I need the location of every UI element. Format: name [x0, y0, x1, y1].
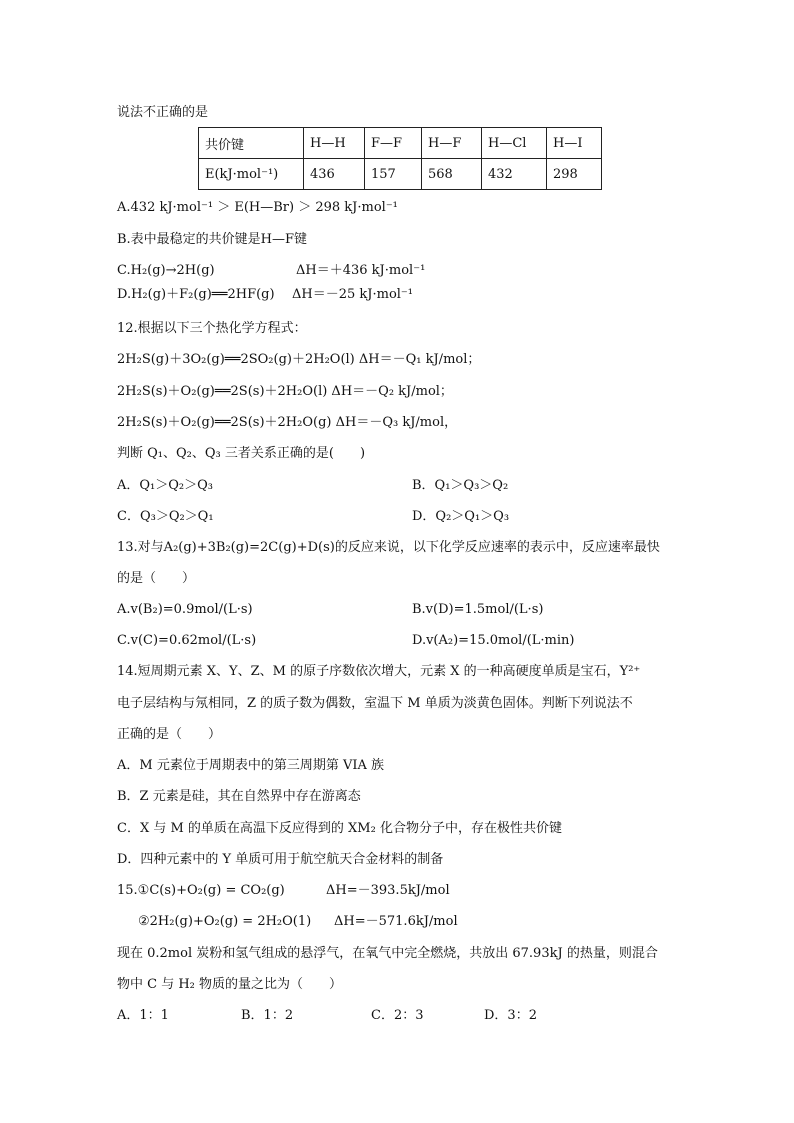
option-d-enthalpy: ΔH＝－25 kJ·mol⁻¹ [292, 287, 414, 302]
table-cell: 568 [422, 159, 482, 190]
question-15-stem: 现在 0.2mol 炭粉和氢气组成的悬浮气，在氧气中完全燃烧，共放出 67.93kJ 的热量，则混合 [117, 946, 658, 961]
equation-2: 2H₂S(s)＋O₂(g)══2S(s)＋2H₂O(l) ΔH＝－Q₂ kJ/mol； [117, 384, 453, 399]
table-header-cell: H—Cl [482, 128, 547, 159]
question-14-stem-cont: 正确的是（ ） [117, 727, 222, 742]
table-cell: E(kJ·mol⁻¹) [199, 159, 304, 190]
option-b: B.表中最稳定的共价键是H—F键 [117, 232, 308, 247]
question-15-stem-cont: 物中 C 与 H₂ 物质的量之比为（ ） [117, 977, 343, 992]
option-d: D．Q₂＞Q₁＞Q₃ [412, 509, 510, 524]
question-12-ask: 判断 Q₁、Q₂、Q₃ 三者关系正确的是( ) [117, 446, 366, 461]
option-d: D.v(A₂)=15.0mol/(L·min) [412, 633, 575, 648]
option-c: C．Q₃＞Q₂＞Q₁ [117, 509, 214, 524]
question-11-intro: 说法不正确的是 [117, 105, 209, 120]
table-cell: 432 [482, 159, 547, 190]
question-14-stem-cont: 电子层结构与氖相同，Z 的质子数为偶数，室温下 M 单质为淡黄色固体。判断下列说法不 [117, 696, 633, 711]
question-13-stem-cont: 的是（ ） [117, 571, 196, 586]
option-b: B．Q₁＞Q₃＞Q₂ [412, 478, 509, 493]
option-b: B.v(D)=1.5mol/(L·s) [412, 602, 544, 617]
table-cell: 157 [365, 159, 422, 190]
table-row [199, 159, 602, 190]
option-d: D．3：2 [484, 1008, 537, 1023]
table-header-cell: H—I [547, 128, 602, 159]
table-cell: 298 [547, 159, 602, 190]
question-15-equation-2: ②2H₂(g)+O₂(g) = 2H₂O(1) [138, 914, 312, 929]
option-d: D.H₂(g)＋F₂(g)══2HF(g) [117, 287, 275, 302]
question-14-stem: 14.短周期元素 X、Y、Z、M 的原子序数依次增大，元素 X 的一种高硬度单质是宝石，Y²⁺ [117, 664, 641, 679]
question-15-enthalpy-2: ΔH=－571.6kJ/mol [334, 914, 458, 929]
bond-energy-table [198, 127, 602, 190]
option-a: A.432 kJ·mol⁻¹ ＞ E(H—Br) ＞ 298 kJ·mol⁻¹ [117, 200, 398, 215]
question-12-stem: 12.根据以下三个热化学方程式： [117, 321, 307, 336]
option-b: B．1：2 [241, 1008, 294, 1023]
option-d: D．四种元素中的 Y 单质可用于航空航天合金材料的制备 [117, 852, 444, 867]
table-cell: 436 [304, 159, 365, 190]
option-c: C.H₂(g)→2H(g) [117, 263, 215, 278]
option-a: A.v(B₂)=0.9mol/(L·s) [117, 602, 253, 617]
equation-1: 2H₂S(g)＋3O₂(g)══2SO₂(g)＋2H₂O(l) ΔH＝－Q₁ kJ/mol； [117, 352, 481, 367]
option-a: A．Q₁＞Q₂＞Q₃ [117, 478, 213, 493]
option-a: A．1：1 [117, 1008, 169, 1023]
option-c: C．2：3 [371, 1008, 424, 1023]
question-13-stem: 13.对与A₂(g)+3B₂(g)=2C(g)+D(s)的反应来说，以下化学反应速率的表示中，反应速率最快 [117, 540, 660, 555]
option-b: B．Z 元素是硅，其在自然界中存在游离态 [117, 789, 361, 804]
equation-3: 2H₂S(s)＋O₂(g)══2S(s)＋2H₂O(g) ΔH＝－Q₃ kJ/mol， [117, 415, 458, 430]
table-header-cell: F—F [365, 128, 422, 159]
question-15-equation-1: 15.①C(s)+O₂(g) = CO₂(g) [117, 883, 285, 898]
table-row [199, 128, 602, 159]
option-c: C.v(C)=0.62mol/(L·s) [117, 633, 257, 648]
option-c: C．X 与 M 的单质在高温下反应得到的 XM₂ 化合物分子中，存在极性共价键 [117, 821, 562, 836]
table-header-cell: H—H [304, 128, 365, 159]
option-c-enthalpy: ΔH＝＋436 kJ·mol⁻¹ [296, 263, 426, 278]
table-header-cell: H—F [422, 128, 482, 159]
table-header-cell: 共价键 [199, 128, 304, 159]
option-a: A．M 元素位于周期表中的第三周期第 VIA 族 [117, 758, 385, 773]
question-15-enthalpy-1: ΔH=－393.5kJ/mol [326, 883, 450, 898]
